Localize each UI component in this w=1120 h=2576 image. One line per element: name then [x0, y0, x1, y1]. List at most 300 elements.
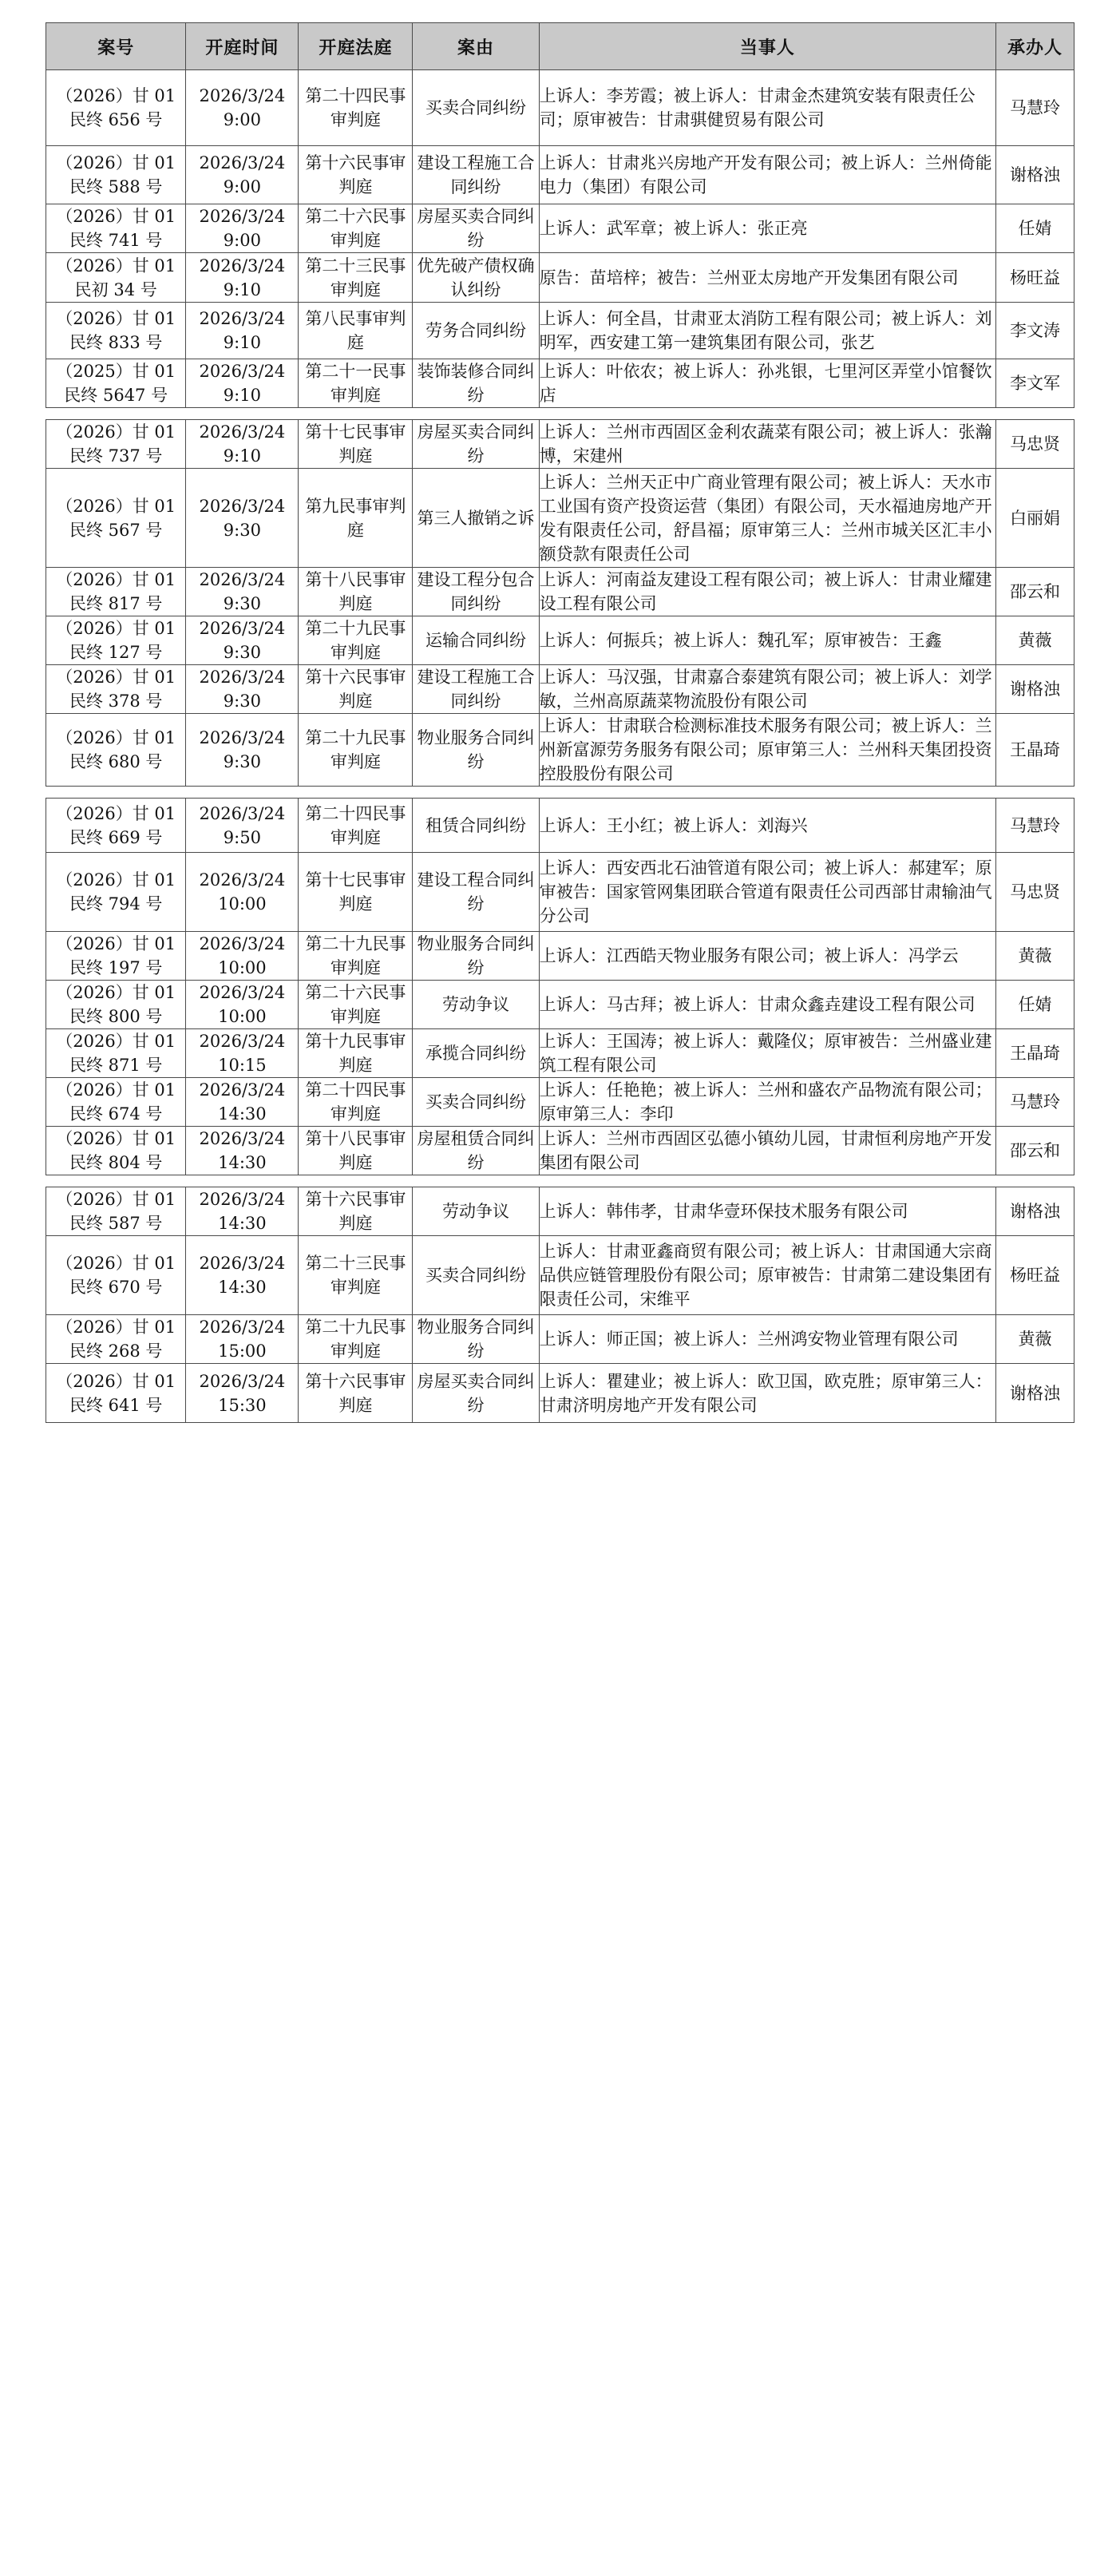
courtroom-cell — [299, 1029, 413, 1078]
judge-cell — [996, 1078, 1074, 1127]
hearing-time-text: 2026/3/24 9:10 — [199, 422, 286, 466]
judge-cell — [996, 70, 1074, 146]
case-number-text: （2026）甘 01 民初 34 号 — [56, 256, 176, 299]
judge-cell — [996, 1364, 1074, 1423]
courtroom-text: 第九民事审判庭 — [305, 496, 406, 540]
courtroom-cell — [299, 469, 413, 568]
case-number-cell — [46, 853, 186, 932]
case-number-text: （2026）甘 01 民终 741 号 — [56, 207, 176, 250]
case-number-cell — [46, 799, 186, 853]
courtroom-text: 第十九民事审判庭 — [305, 1032, 406, 1075]
case-cause-text: 装饰装修合同纠纷 — [417, 362, 535, 405]
case-number-text: （2026）甘 01 民终 567 号 — [56, 496, 176, 540]
hearing-time-text: 2026/3/24 9:30 — [199, 619, 286, 662]
judge-text: 黄薇 — [1018, 1330, 1052, 1349]
judge-cell — [996, 1315, 1074, 1364]
judge-cell — [996, 1187, 1074, 1236]
case-number-text: （2026）甘 01 民终 669 号 — [56, 803, 176, 847]
judge-text: 邵云和 — [1010, 582, 1061, 601]
table-row — [46, 616, 1074, 665]
hearing-time-cell — [186, 303, 299, 359]
courtroom-cell — [299, 714, 413, 787]
hearing-time-cell — [186, 1364, 299, 1423]
case-cause-text: 承揽合同纠纷 — [425, 1044, 527, 1063]
judge-cell — [996, 359, 1074, 408]
parties-cell — [539, 1187, 995, 1236]
case-cause-text: 建设工程施工合同纠纷 — [417, 153, 535, 196]
hearing-time-cell — [186, 420, 299, 469]
case-cause-text: 房屋买卖合同纠纷 — [417, 207, 535, 250]
schedule-table-4 — [46, 1187, 1074, 1423]
judge-cell — [996, 1029, 1074, 1078]
hearing-time-cell — [186, 359, 299, 408]
judge-text: 杨旺益 — [1010, 1266, 1061, 1285]
case-cause-text: 优先破产债权确认纠纷 — [417, 256, 535, 299]
case-cause-cell — [413, 1078, 539, 1127]
case-number-text: （2026）甘 01 民终 804 号 — [56, 1129, 176, 1172]
case-cause-cell — [413, 1029, 539, 1078]
case-cause-cell — [413, 146, 539, 204]
case-cause-text: 劳动争议 — [442, 995, 510, 1014]
courtroom-cell — [299, 616, 413, 665]
courtroom-text: 第二十六民事审判庭 — [305, 983, 406, 1026]
courtroom-text: 第二十三民事审判庭 — [305, 1254, 406, 1297]
hearing-time-text: 2026/3/24 9:50 — [199, 803, 286, 847]
courtroom-text: 第二十一民事审判庭 — [305, 362, 406, 405]
case-number-text: （2026）甘 01 民终 800 号 — [56, 983, 176, 1026]
table-row — [46, 714, 1074, 787]
judge-cell — [996, 303, 1074, 359]
parties-cell — [539, 469, 995, 568]
case-cause-text: 物业服务合同纠纷 — [417, 1318, 535, 1361]
parties-text: 上诉人：兰州天正中广商业管理有限公司；被上诉人：天水市工业国有资产投资运营（集团）有限公司，天水福迪房地产开发有限责任公司，舒昌福；原审第三人：兰州市城关区汇丰小额贷款有限责任公司 — [539, 472, 992, 564]
case-cause-cell — [413, 932, 539, 981]
case-number-text: （2026）甘 01 民终 641 号 — [56, 1371, 176, 1415]
parties-cell — [539, 359, 995, 408]
parties-text: 上诉人：马古拜；被上诉人：甘肃众鑫垚建设工程有限公司 — [539, 995, 976, 1014]
hearing-time-cell — [186, 714, 299, 787]
case-cause-text: 房屋租赁合同纠纷 — [417, 1129, 535, 1172]
table-row — [46, 568, 1074, 616]
case-number-text: （2026）甘 01 民终 833 号 — [56, 309, 176, 352]
table-row — [46, 359, 1074, 408]
hearing-time-cell — [186, 70, 299, 146]
table-row — [46, 1078, 1074, 1127]
courtroom-cell — [299, 568, 413, 616]
courtroom-cell — [299, 1364, 413, 1423]
hearing-time-text: 2026/3/24 10:00 — [199, 870, 286, 913]
case-cause-cell — [413, 303, 539, 359]
case-number-cell — [46, 204, 186, 253]
table-row — [46, 665, 1074, 714]
hearing-time-text: 2026/3/24 15:30 — [199, 1371, 286, 1415]
parties-text: 上诉人：兰州市西固区金利农蔬菜有限公司；被上诉人：张瀚博，宋建州 — [539, 422, 992, 466]
case-cause-cell — [413, 665, 539, 714]
case-number-cell — [46, 1315, 186, 1364]
judge-text: 李文军 — [1010, 374, 1061, 393]
judge-cell — [996, 714, 1074, 787]
parties-text: 上诉人：韩伟孝，甘肃华壹环保技术服务有限公司 — [539, 1202, 908, 1221]
case-number-text: （2026）甘 01 民终 670 号 — [56, 1254, 176, 1297]
hearing-time-text: 2026/3/24 9:10 — [199, 309, 286, 352]
case-cause-text: 物业服务合同纠纷 — [417, 728, 535, 771]
hearing-time-text: 2026/3/24 9:00 — [199, 86, 286, 129]
case-cause-text: 买卖合同纠纷 — [425, 1092, 527, 1112]
case-cause-text: 租赁合同纠纷 — [425, 815, 527, 835]
judge-text: 谢格浊 — [1010, 1202, 1061, 1221]
case-number-cell — [46, 469, 186, 568]
table-row — [46, 1364, 1074, 1423]
courtroom-cell — [299, 932, 413, 981]
judge-text: 马忠贤 — [1010, 882, 1061, 902]
hearing-time-cell — [186, 665, 299, 714]
case-number-cell — [46, 568, 186, 616]
hearing-time-text: 2026/3/24 15:00 — [199, 1318, 286, 1361]
parties-cell — [539, 799, 995, 853]
parties-text: 上诉人：叶依农；被上诉人：孙兆银，七里河区弄堂小馆餐饮店 — [539, 362, 992, 405]
judge-text: 谢格浊 — [1010, 165, 1061, 184]
hearing-time-cell — [186, 146, 299, 204]
hearing-time-text: 2026/3/24 9:30 — [199, 570, 286, 613]
parties-cell — [539, 420, 995, 469]
hearing-time-text: 2026/3/24 9:30 — [199, 496, 286, 540]
parties-cell — [539, 1315, 995, 1364]
case-number-cell — [46, 1364, 186, 1423]
parties-cell — [539, 568, 995, 616]
courtroom-cell — [299, 1236, 413, 1315]
judge-text: 邵云和 — [1010, 1141, 1061, 1160]
header-time: 开庭时间 — [186, 23, 299, 70]
case-cause-text: 建设工程分包合同纠纷 — [417, 570, 535, 613]
header-judge: 承办人 — [996, 23, 1074, 70]
header-case-no: 案号 — [46, 23, 186, 70]
case-number-cell — [46, 303, 186, 359]
courtroom-text: 第十八民事审判庭 — [305, 570, 406, 613]
case-number-text: （2026）甘 01 民终 378 号 — [56, 668, 176, 711]
hearing-time-cell — [186, 568, 299, 616]
hearing-time-text: 2026/3/24 14:30 — [199, 1080, 286, 1124]
case-cause-text: 物业服务合同纠纷 — [417, 934, 535, 977]
case-cause-text: 运输合同纠纷 — [425, 631, 527, 650]
judge-text: 王晶琦 — [1010, 1044, 1061, 1063]
courtroom-text: 第二十六民事审判庭 — [305, 207, 406, 250]
courtroom-cell — [299, 853, 413, 932]
judge-text: 杨旺益 — [1010, 268, 1061, 287]
judge-text: 马慧玲 — [1010, 98, 1061, 117]
hearing-time-cell — [186, 469, 299, 568]
hearing-time-text: 2026/3/24 9:00 — [199, 153, 286, 196]
case-number-text: （2026）甘 01 民终 674 号 — [56, 1080, 176, 1124]
case-cause-text: 劳务合同纠纷 — [425, 321, 527, 340]
schedule-table-2 — [46, 419, 1074, 787]
case-number-text: （2026）甘 01 民终 588 号 — [56, 153, 176, 196]
courtroom-text: 第二十九民事审判庭 — [305, 934, 406, 977]
hearing-time-cell — [186, 932, 299, 981]
table-row — [46, 1127, 1074, 1175]
case-cause-cell — [413, 1187, 539, 1236]
judge-text: 谢格浊 — [1010, 1383, 1061, 1403]
judge-cell — [996, 1236, 1074, 1315]
judge-cell — [996, 469, 1074, 568]
case-cause-cell — [413, 253, 539, 303]
table-row — [46, 799, 1074, 853]
case-number-text: （2026）甘 01 民终 268 号 — [56, 1318, 176, 1361]
judge-cell — [996, 665, 1074, 714]
case-number-cell — [46, 253, 186, 303]
judge-cell — [996, 981, 1074, 1029]
hearing-time-text: 2026/3/24 10:15 — [199, 1032, 286, 1075]
case-number-text: （2026）甘 01 民终 680 号 — [56, 728, 176, 771]
case-cause-cell — [413, 1315, 539, 1364]
table-row — [46, 420, 1074, 469]
courtroom-cell — [299, 981, 413, 1029]
courtroom-text: 第二十九民事审判庭 — [305, 1318, 406, 1361]
schedule-table-3 — [46, 798, 1074, 1175]
courtroom-text: 第二十三民事审判庭 — [305, 256, 406, 299]
courtroom-text: 第二十九民事审判庭 — [305, 619, 406, 662]
hearing-time-text: 2026/3/24 9:30 — [199, 668, 286, 711]
hearing-time-cell — [186, 853, 299, 932]
case-number-cell — [46, 146, 186, 204]
hearing-time-text: 2026/3/24 9:00 — [199, 207, 286, 250]
case-number-text: （2026）甘 01 民终 737 号 — [56, 422, 176, 466]
parties-text: 上诉人：江西皓天物业服务有限公司；被上诉人：冯学云 — [539, 946, 959, 965]
judge-text: 白丽娟 — [1010, 508, 1061, 528]
courtroom-text: 第十七民事审判庭 — [305, 422, 406, 466]
table-row — [46, 1029, 1074, 1078]
judge-cell — [996, 253, 1074, 303]
table-row — [46, 1315, 1074, 1364]
hearing-time-cell — [186, 1315, 299, 1364]
hearing-time-text: 2026/3/24 9:10 — [199, 256, 286, 299]
judge-text: 黄薇 — [1018, 631, 1052, 650]
courtroom-text: 第十六民事审判庭 — [305, 1371, 406, 1415]
case-number-cell — [46, 981, 186, 1029]
parties-text: 上诉人：甘肃兆兴房地产开发有限公司；被上诉人：兰州倚能电力（集团）有限公司 — [539, 153, 992, 196]
table-row — [46, 204, 1074, 253]
courtroom-text: 第十七民事审判庭 — [305, 870, 406, 913]
hearing-time-cell — [186, 253, 299, 303]
case-cause-text: 买卖合同纠纷 — [425, 98, 527, 117]
courtroom-text: 第二十四民事审判庭 — [305, 803, 406, 847]
case-cause-cell — [413, 204, 539, 253]
case-number-cell — [46, 1127, 186, 1175]
parties-cell — [539, 70, 995, 146]
case-cause-cell — [413, 1127, 539, 1175]
parties-cell — [539, 1236, 995, 1315]
hearing-time-text: 2026/3/24 14:30 — [199, 1254, 286, 1297]
judge-cell — [996, 616, 1074, 665]
hearing-time-text: 2026/3/24 9:30 — [199, 728, 286, 771]
parties-cell — [539, 1364, 995, 1423]
case-number-cell — [46, 1187, 186, 1236]
courtroom-cell — [299, 303, 413, 359]
hearing-time-cell — [186, 1236, 299, 1315]
hearing-time-cell — [186, 981, 299, 1029]
hearing-time-text: 2026/3/24 10:00 — [199, 983, 286, 1026]
hearing-time-text: 2026/3/24 14:30 — [199, 1190, 286, 1233]
courtroom-cell — [299, 253, 413, 303]
parties-text: 上诉人：瞿建业；被上诉人：欧卫国，欧克胜；原审第三人：甘肃济明房地产开发有限公司 — [539, 1371, 992, 1415]
case-number-cell — [46, 420, 186, 469]
case-number-text: （2025）甘 01 民终 5647 号 — [56, 362, 176, 405]
judge-cell — [996, 932, 1074, 981]
case-number-cell — [46, 616, 186, 665]
case-number-cell — [46, 359, 186, 408]
courtroom-text: 第十八民事审判庭 — [305, 1129, 406, 1172]
header-court: 开庭法庭 — [299, 23, 413, 70]
table-row — [46, 253, 1074, 303]
case-number-cell — [46, 714, 186, 787]
case-cause-cell — [413, 853, 539, 932]
courtroom-text: 第二十四民事审判庭 — [305, 86, 406, 129]
courtroom-cell — [299, 146, 413, 204]
hearing-time-cell — [186, 1127, 299, 1175]
parties-text: 上诉人：武军章；被上诉人：张正亮 — [539, 219, 808, 238]
courtroom-text: 第十六民事审判庭 — [305, 153, 406, 196]
header-parties: 当事人 — [539, 23, 995, 70]
parties-cell — [539, 146, 995, 204]
case-cause-cell — [413, 359, 539, 408]
judge-text: 李文涛 — [1010, 321, 1061, 340]
courtroom-cell — [299, 1078, 413, 1127]
courtroom-text: 第十六民事审判庭 — [305, 1190, 406, 1233]
courtroom-text: 第二十九民事审判庭 — [305, 728, 406, 771]
hearing-time-cell — [186, 204, 299, 253]
hearing-time-text: 2026/3/24 10:00 — [199, 934, 286, 977]
judge-cell — [996, 204, 1074, 253]
parties-cell — [539, 1127, 995, 1175]
table-row — [46, 303, 1074, 359]
judge-text: 王晶琦 — [1010, 740, 1061, 759]
case-cause-cell — [413, 714, 539, 787]
case-number-text: （2026）甘 01 民终 197 号 — [56, 934, 176, 977]
table-row — [46, 981, 1074, 1029]
parties-text: 上诉人：甘肃亚鑫商贸有限公司；被上诉人：甘肃国通大宗商品供应链管理股份有限公司；原审被告：甘肃第二建设集团有限责任公司，宋维平 — [539, 1242, 992, 1309]
table-row — [46, 932, 1074, 981]
parties-cell — [539, 714, 995, 787]
parties-text: 上诉人：甘肃联合检测标准技术服务有限公司；被上诉人：兰州新富源劳务服务有限公司；原审第三人：兰州科天集团投资控股股份有限公司 — [539, 716, 992, 783]
parties-text: 原告：苗培梓；被告：兰州亚太房地产开发集团有限公司 — [539, 268, 959, 287]
parties-cell — [539, 1029, 995, 1078]
header-row — [46, 23, 1074, 70]
hearing-time-cell — [186, 616, 299, 665]
case-cause-cell — [413, 420, 539, 469]
parties-cell — [539, 204, 995, 253]
courtroom-cell — [299, 665, 413, 714]
parties-text: 上诉人：王小红；被上诉人：刘海兴 — [539, 815, 808, 835]
courtroom-text: 第十六民事审判庭 — [305, 668, 406, 711]
case-cause-text: 建设工程施工合同纠纷 — [417, 668, 535, 711]
courtroom-cell — [299, 1187, 413, 1236]
parties-cell — [539, 981, 995, 1029]
case-cause-text: 买卖合同纠纷 — [425, 1266, 527, 1285]
case-number-text: （2026）甘 01 民终 871 号 — [56, 1032, 176, 1075]
courtroom-cell — [299, 204, 413, 253]
parties-cell — [539, 616, 995, 665]
judge-text: 任婧 — [1018, 219, 1052, 238]
judge-text: 谢格浊 — [1010, 680, 1061, 699]
judge-text: 马慧玲 — [1010, 1092, 1061, 1112]
case-cause-cell — [413, 1364, 539, 1423]
parties-cell — [539, 253, 995, 303]
parties-cell — [539, 853, 995, 932]
case-number-cell — [46, 1029, 186, 1078]
judge-cell — [996, 799, 1074, 853]
case-number-cell — [46, 1078, 186, 1127]
judge-text: 马慧玲 — [1010, 815, 1061, 835]
case-number-cell — [46, 665, 186, 714]
judge-cell — [996, 1127, 1074, 1175]
parties-text: 上诉人：何全昌，甘肃亚太消防工程有限公司；被上诉人：刘明军，西安建工第一建筑集团有限公司，张艺 — [539, 309, 992, 352]
table-row — [46, 1236, 1074, 1315]
hearing-time-cell — [186, 1187, 299, 1236]
courtroom-cell — [299, 359, 413, 408]
case-cause-text: 第三人撤销之诉 — [417, 508, 535, 528]
courtroom-cell — [299, 799, 413, 853]
courtroom-cell — [299, 1127, 413, 1175]
case-cause-text: 房屋买卖合同纠纷 — [417, 422, 535, 466]
case-cause-cell — [413, 70, 539, 146]
courtroom-cell — [299, 420, 413, 469]
judge-text: 马忠贤 — [1010, 434, 1061, 454]
case-cause-cell — [413, 1236, 539, 1315]
case-cause-cell — [413, 568, 539, 616]
parties-text: 上诉人：河南益友建设工程有限公司；被上诉人：甘肃业耀建设工程有限公司 — [539, 570, 992, 613]
case-cause-text: 房屋买卖合同纠纷 — [417, 1371, 535, 1415]
table-row — [46, 146, 1074, 204]
parties-cell — [539, 1078, 995, 1127]
table-row — [46, 469, 1074, 568]
judge-cell — [996, 146, 1074, 204]
courtroom-cell — [299, 70, 413, 146]
case-number-text: （2026）甘 01 民终 794 号 — [56, 870, 176, 913]
parties-text: 上诉人：师正国；被上诉人：兰州鸿安物业管理有限公司 — [539, 1330, 959, 1349]
case-number-cell — [46, 70, 186, 146]
judge-cell — [996, 853, 1074, 932]
hearing-time-text: 2026/3/24 9:10 — [199, 362, 286, 405]
judge-cell — [996, 420, 1074, 469]
case-number-text: （2026）甘 01 民终 587 号 — [56, 1190, 176, 1233]
hearing-time-text: 2026/3/24 14:30 — [199, 1129, 286, 1172]
judge-text: 任婧 — [1018, 995, 1052, 1014]
case-cause-cell — [413, 469, 539, 568]
table-row — [46, 70, 1074, 146]
case-cause-cell — [413, 981, 539, 1029]
table-row — [46, 853, 1074, 932]
parties-text: 上诉人：马汉强，甘肃嘉合泰建筑有限公司；被上诉人：刘学敏，兰州高原蔬菜物流股份有限公司 — [539, 668, 992, 711]
hearing-time-cell — [186, 1078, 299, 1127]
case-number-text: （2026）甘 01 民终 127 号 — [56, 619, 176, 662]
judge-cell — [996, 568, 1074, 616]
parties-cell — [539, 665, 995, 714]
schedule-table-1 — [46, 22, 1074, 408]
case-number-cell — [46, 932, 186, 981]
table-row — [46, 1187, 1074, 1236]
case-number-text: （2026）甘 01 民终 656 号 — [56, 86, 176, 129]
courtroom-text: 第八民事审判庭 — [305, 309, 406, 352]
parties-text: 上诉人：何振兵；被上诉人：魏孔军；原审被告：王鑫 — [539, 631, 942, 650]
judge-text: 黄薇 — [1018, 946, 1052, 965]
case-cause-cell — [413, 799, 539, 853]
case-cause-text: 劳动争议 — [442, 1202, 510, 1221]
hearing-schedule — [46, 22, 1074, 1423]
hearing-time-cell — [186, 1029, 299, 1078]
case-number-cell — [46, 1236, 186, 1315]
parties-text: 上诉人：兰州市西固区弘德小镇幼儿园，甘肃恒利房地产开发集团有限公司 — [539, 1129, 992, 1172]
parties-text: 上诉人：李芳霞；被上诉人：甘肃金杰建筑安装有限责任公司；原审被告：甘肃骐健贸易有限公司 — [539, 86, 976, 129]
parties-cell — [539, 932, 995, 981]
